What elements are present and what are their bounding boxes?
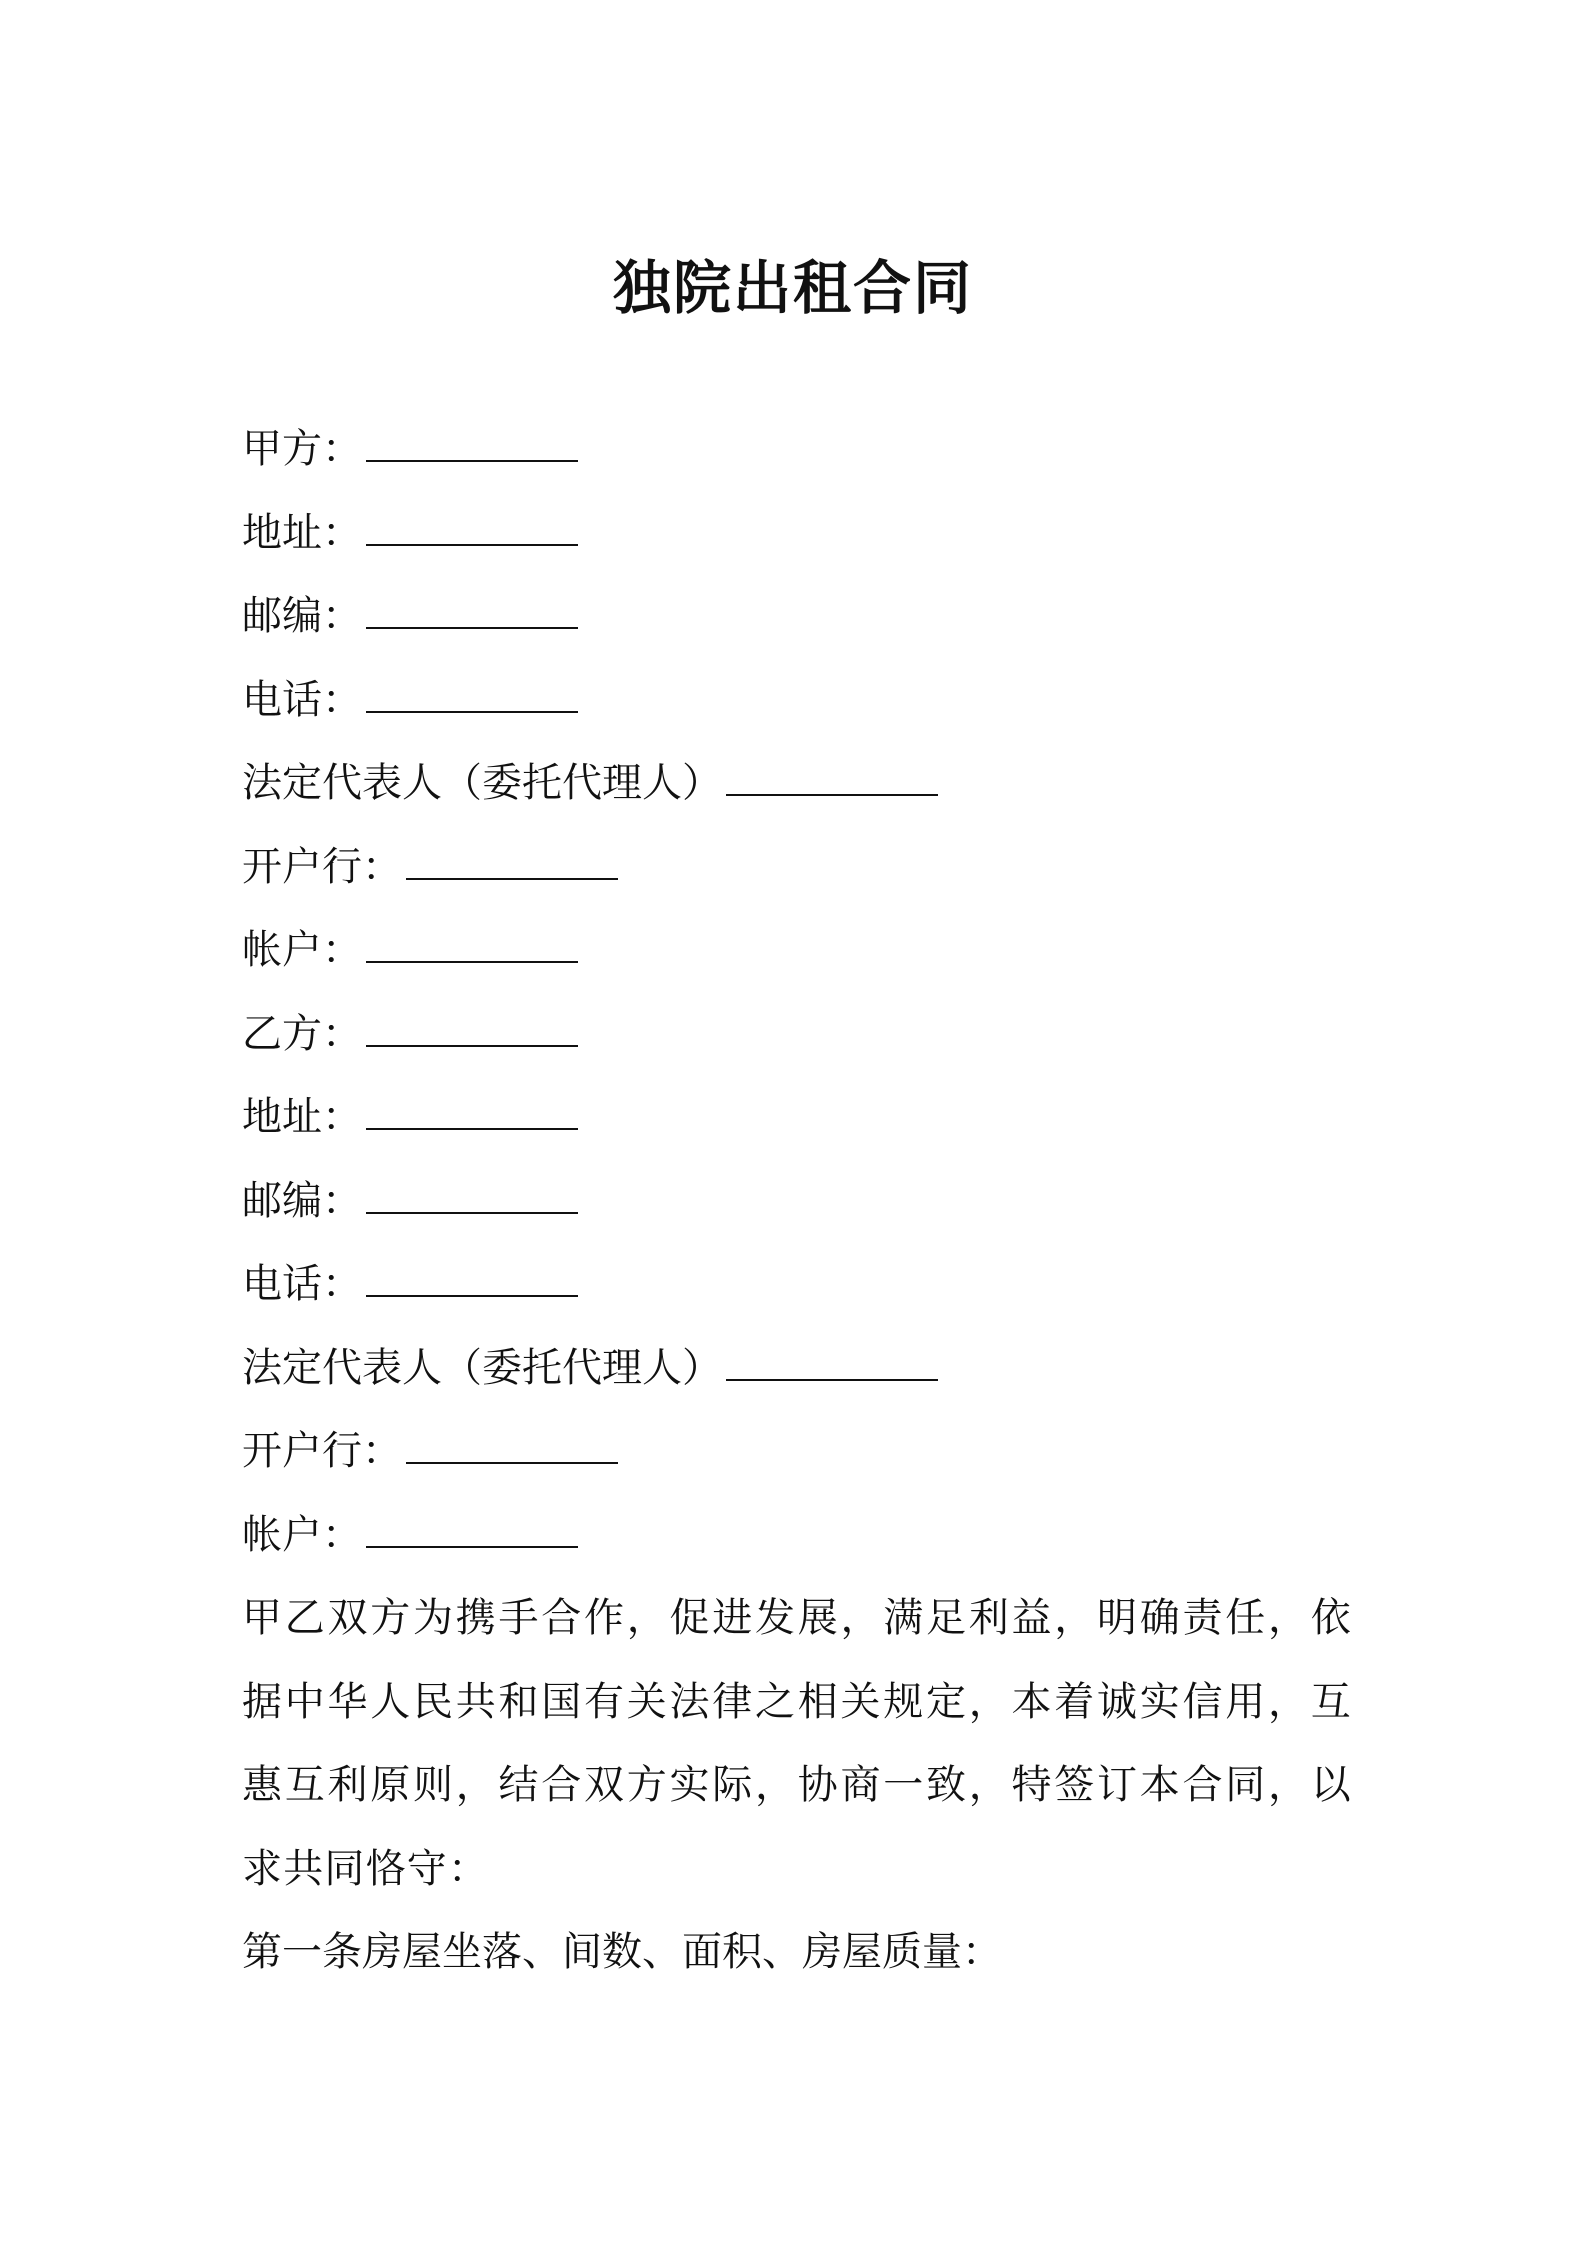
party-b-postcode-blank[interactable]: [366, 1182, 578, 1214]
party-b-name-line: [242, 993, 1352, 1077]
party-a-blank[interactable]: [366, 430, 578, 462]
party-a-postcode-label: 邮编：: [242, 593, 362, 639]
party-b-account-line: [242, 1494, 1352, 1578]
party-b-phone-blank[interactable]: [366, 1265, 578, 1297]
party-a-address-blank[interactable]: [366, 514, 578, 546]
preamble-paragraph: 甲乙双方为携手合作，促进发展，满足利益，明确责任，依据中华人民共和国有关法律之相关规定，本着诚实信用，互惠互利原则，结合双方实际，协商一致，特签订本合同，以求共同恪守：: [242, 1595, 1352, 1892]
party-a-bank-line: [242, 826, 1352, 910]
party-a-phone-label: 电话：: [242, 676, 362, 723]
party-a-bank-label: 开户行：: [242, 843, 402, 890]
party-b-postcode-label: 邮编：: [242, 1177, 362, 1224]
party-b-bank-label: 开户行：: [242, 1428, 402, 1474]
party-a-label: 甲方：: [242, 426, 362, 472]
party-b-phone-line: [242, 1243, 1352, 1327]
party-b-representative-blank[interactable]: [726, 1349, 938, 1381]
party-b-blank[interactable]: [366, 1015, 578, 1047]
document-body: [242, 408, 1352, 1995]
party-a-account-blank[interactable]: [366, 931, 578, 963]
party-a-account-label: 帐户：: [242, 927, 362, 973]
party-a-address-label: 地址：: [242, 509, 362, 556]
party-b-account-blank[interactable]: [366, 1516, 578, 1548]
party-b-bank-line: [242, 1410, 1352, 1494]
party-a-representative-label: 法定代表人（委托代理人）: [242, 760, 722, 806]
party-b-bank-blank[interactable]: [406, 1432, 618, 1464]
party-a-address-line: [242, 492, 1352, 576]
party-a-representative-line: [242, 742, 1352, 826]
party-a-name-line: [242, 408, 1352, 492]
party-b-representative-label: 法定代表人（委托代理人）: [242, 1344, 722, 1391]
party-a-postcode-line: [242, 575, 1352, 659]
party-a-postcode-blank[interactable]: [366, 597, 578, 629]
party-b-account-label: 帐户：: [242, 1511, 362, 1558]
party-a-phone-line: [242, 659, 1352, 743]
party-b-label: 乙方：: [242, 1010, 362, 1057]
party-b-address-line: [242, 1076, 1352, 1160]
party-b-representative-line: [242, 1327, 1352, 1411]
party-b-address-blank[interactable]: [366, 1098, 578, 1130]
party-b-phone-label: 电话：: [242, 1261, 362, 1307]
party-a-bank-blank[interactable]: [406, 848, 618, 880]
document-title: 独院出租合同: [612, 254, 973, 322]
party-a-representative-blank[interactable]: [726, 764, 938, 796]
party-b-postcode-line: [242, 1160, 1352, 1244]
party-a-account-line: [242, 909, 1352, 993]
party-b-address-label: 地址：: [242, 1094, 362, 1140]
article-1-heading: 第一条房屋坐落、间数、面积、房屋质量：: [242, 1929, 1002, 1975]
party-a-phone-blank[interactable]: [366, 681, 578, 713]
